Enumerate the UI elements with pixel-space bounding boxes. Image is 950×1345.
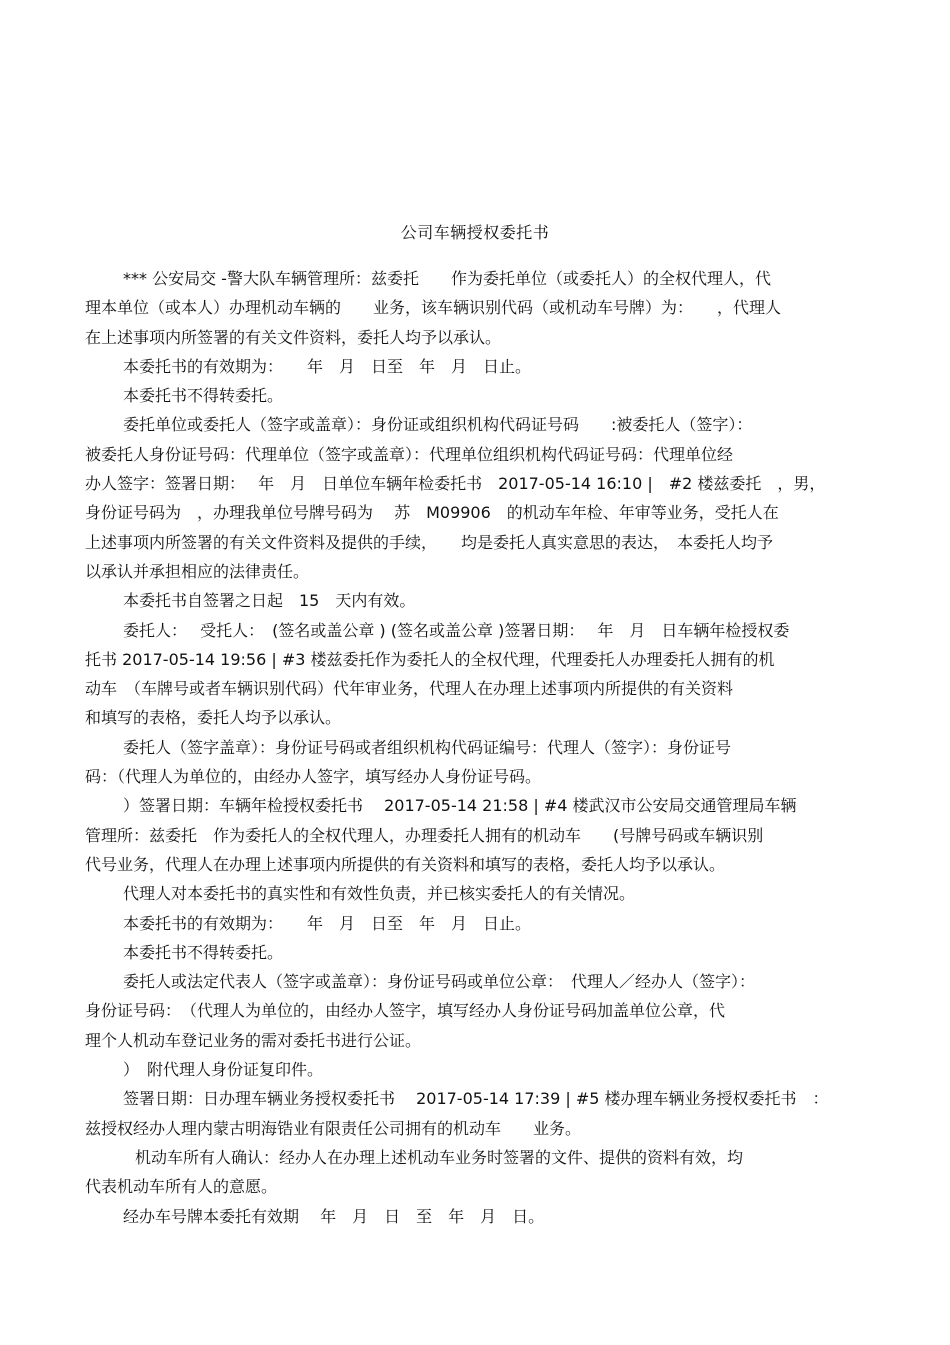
paragraph-line: 被委托人身份证号码：代理单位（签字或盖章）：代理单位组织机构代码证号码：代理单位经: [85, 444, 734, 464]
paragraph-line: 委托人： 受托人： (签名或盖公章 ) (签名或盖公章 )签署日期： 年 月 日车辆年检授权委: [123, 620, 790, 640]
paragraph-line: 委托单位或委托人（签字或盖章）：身份证或组织机构代码证号码 :被委托人（签字）：: [123, 415, 753, 435]
document-title: 公司车辆授权委托书: [400, 223, 550, 242]
paragraph-line: 托书 2017-05-14 19:56 | #3 楼兹委托作为委托人的全权代理，代理委托人办理委托人拥有的机: [85, 649, 775, 669]
paragraph-line: 码：（代理人为单位的，由经办人签字，填写经办人身份证号码。: [85, 767, 542, 787]
paragraph-line: 委托人（签字盖章）：身份证号码或者组织机构代码证编号：代理人（签字）：身份证号: [123, 737, 732, 757]
paragraph-line: 身份证号码： （代理人为单位的，由经办人签字，填写经办人身份证号码加盖单位公章，代: [85, 1001, 726, 1021]
paragraph-line: 理个人机动车登记业务的需对委托书进行公证。: [85, 1030, 422, 1050]
paragraph-line: 动车 （车牌号或者车辆识别代码）代年审业务，代理人在办理上述事项内所提供的有关资料: [85, 679, 734, 699]
paragraph-line: 机动车所有人确认：经办人在办理上述机动车业务时签署的文件、提供的资料有效，均: [135, 1147, 744, 1167]
paragraph-line: 办人签字：签署日期： 年 月 日单位车辆年检委托书 2017-05-14 16:10 | #2 楼兹委托 ，男，: [85, 474, 826, 494]
paragraph-line: 理本单位（或本人）办理机动车辆的 业务，该车辆识别代码（或机动车号牌）为： ，代理人: [85, 298, 782, 318]
paragraph-line: 和填写的表格，委托人均予以承认。: [85, 708, 342, 728]
paragraph-line: ）签署日期：车辆年检授权委托书 2017-05-14 21:58 | #4 楼武汉市公安局交通管理局车辆: [123, 796, 797, 816]
paragraph-line: 委托人或法定代表人（签字或盖章）：身份证号码或单位公章： 代理人／经办人（签字）：: [123, 972, 756, 992]
paragraph-line: 本委托书的有效期为： 年 月 日至 年 月 日止。: [123, 356, 532, 376]
document-body: [85, 264, 875, 1231]
paragraph-line: 上述事项内所签署的有关文件资料及提供的手续， 均是委托人真实意思的表达， 本委托人均予: [85, 532, 774, 552]
paragraph-line: 兹授权经办人理内蒙古明海锆业有限责任公司拥有的机动车 业务。: [85, 1118, 582, 1138]
paragraph-line: 在上述事项内所签署的有关文件资料，委托人均予以承认。: [85, 327, 502, 347]
paragraph-line: 本委托书的有效期为： 年 月 日至 年 月 日止。: [123, 913, 532, 933]
paragraph-line: *** 公安局交 -警大队车辆管理所：兹委托 作为委托单位（或委托人）的全权代理人，代: [123, 269, 771, 288]
paragraph-line: 本委托书不得转委托。: [123, 942, 284, 962]
paragraph-line: 身份证号码为 ，办理我单位号牌号码为 苏 M09906 的机动车年检、年审等业务，受托人在: [85, 503, 779, 523]
paragraph-line: 经办车号牌本委托有效期 年 月 日 至 年 月 日。: [123, 1206, 545, 1226]
paragraph-line: ） 附代理人身份证复印件。: [123, 1060, 324, 1080]
paragraph-line: 管理所：兹委托 作为委托人的全权代理人，办理委托人拥有的机动车 (号牌号码或车辆识别: [85, 825, 764, 845]
paragraph-line: 以承认并承担相应的法律责任。: [85, 561, 310, 581]
paragraph-line: 本委托书自签署之日起 15 天内有效。: [123, 591, 416, 611]
paragraph-line: 代理人对本委托书的真实性和有效性负责，并已核实委托人的有关情况。: [123, 884, 636, 904]
paragraph-line: 本委托书不得转委托。: [123, 386, 284, 406]
paragraph-line: 代表机动车所有人的意愿。: [85, 1177, 278, 1197]
paragraph-line: 签署日期：日办理车辆业务授权委托书 2017-05-14 17:39 | #5 楼办理车辆业务授权委托书 ：: [123, 1089, 829, 1109]
paragraph-line: 代号业务，代理人在办理上述事项内所提供的有关资料和填写的表格，委托人均予以承认。: [85, 854, 726, 874]
